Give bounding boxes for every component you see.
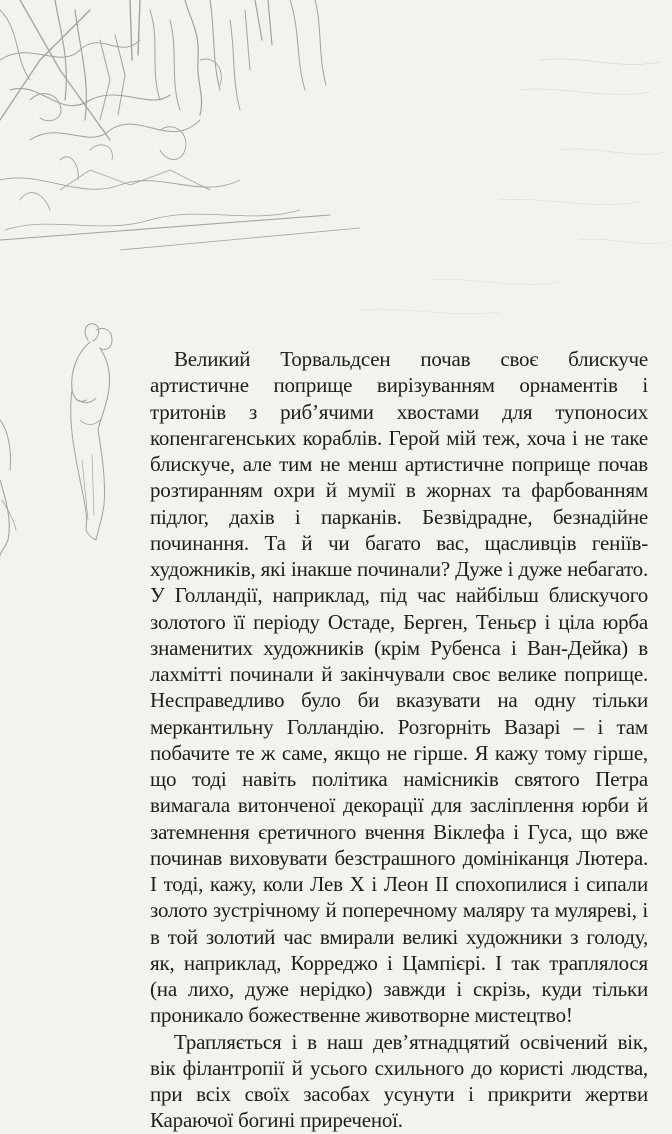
paragraph-1: Великий Торвальдсен почав своє блискуче артистичне поприще вирізуванням орнаментів і тритонів з риб’ячими хвостами для тупоносих копенгагенських кораблів. Герой мій теж, хоча і не таке блискуче, але тим не менш артистичне поприще почав розтиранням охри й мумії в жорнах та фарбованням підлог, дахів і парканів. Безвідрадне, безнадійне починання. Та й чи багато вас, щасливців геніїв-художників, які інакше починали? Дуже і дуже небагато. У Голландії, наприклад, під час найбільш блискучого золотого її періоду Остаде, Берген, Теньєр і ціла юрба знаменитих художників (крім Рубенса і Ван-Дейка) в лахмітті починали й закінчували своє велике поприще. Несправедливо було би вказувати на одну тільки меркантильну Голландію. Розгорніть Вазарі – і там побачите те ж саме, якщо не гірше. Я кажу тому гірше, що тоді навіть політика намісників святого Петра вимагала витонченої декорації для засліплення юрби й затемнення єретичного вчення Віклефа і Гуса, що вже починав виховувати безстрашного домініканця Лютера. І тоді, кажу, коли Лев Х і Леон ІІ спохопилися і сипали золото зустрічному й поперечному маляру та муляреві, і в той золотий час вмирали великі художники з голоду, як, наприклад, Корреджо і Цампієрі. І так траплялося (на лихо, дуже нерідко) завжди і скрізь, куди тільки проникало божественне животворне мистецтво! [150, 347, 648, 1028]
paragraph-2: Трапляється і в наш дев’ятнадцятий освічений вік, вік філантропії й усього схильного до користі людства, при всіх своїх засобах усунути і прикрити жертви Караючої богині приреченої. [150, 1029, 648, 1133]
body-text [150, 346, 648, 1134]
